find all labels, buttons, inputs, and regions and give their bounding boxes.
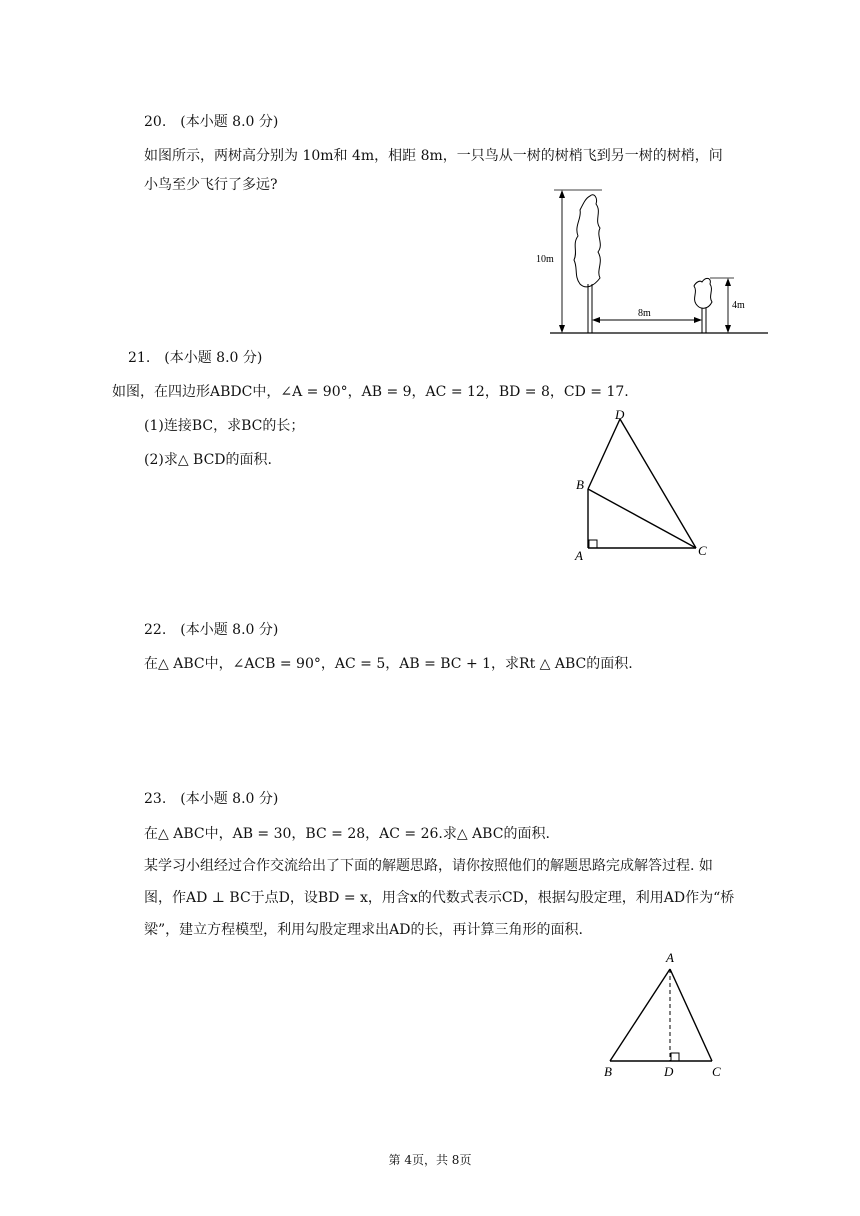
q21-label-A: A (575, 548, 583, 563)
q23-label-D: D (664, 1064, 674, 1079)
q20-label-tall: 10m (536, 254, 554, 265)
q21-heading: 21. (本小题 8.0 分) (128, 350, 263, 366)
q21-label-B: B (576, 477, 584, 492)
q23-text-line2: 某学习小组经过合作交流给出了下面的解题思路，请你按照他们的解题思路完成解答过程. 如 (144, 858, 713, 874)
q23-heading: 23. (本小题 8.0 分) (144, 791, 279, 807)
q23-text-line4: 梁”，建立方程模型，利用勾股定理求出AD的长，再计算三角形的面积. (144, 922, 583, 938)
q22-heading: 22. (本小题 8.0 分) (144, 622, 279, 638)
q20-trees-figure (530, 186, 770, 336)
q20-text-line2: 小鸟至少飞行了多远? (144, 177, 278, 193)
q20-label-gap: 8m (638, 308, 651, 319)
q23-label-B: B (604, 1064, 612, 1079)
q20-text-line1: 如图所示，两树高分别为 10m和 4m，相距 8m，一只鸟从一树的树梢飞到另一树的树梢，问 (144, 148, 723, 164)
q23-text-line1: 在△ ABC中，AB = 30，BC = 28，AC = 26.求△ ABC的面积. (144, 826, 550, 842)
page-footer: 第 4页，共 8页 (388, 1153, 472, 1167)
q22-text-line1: 在△ ABC中，∠ACB = 90°，AC = 5，AB = BC + 1，求Rt △ ABC的面积. (144, 656, 633, 672)
q23-text-line3: 图，作AD ⊥ BC于点D，设BD = x，用含x的代数式表示CD，根据勾股定理，利用AD作为“桥 (144, 890, 735, 906)
q20-label-short: 4m (732, 300, 745, 311)
q20-heading: 20. (本小题 8.0 分) (144, 114, 279, 130)
q21-part1: (1)连接BC，求BC的长； (144, 418, 305, 434)
q21-part2: (2)求△ BCD的面积. (144, 452, 272, 468)
q21-label-D: D (615, 407, 625, 422)
q23-label-A: A (666, 950, 674, 965)
q23-triangle-figure (596, 945, 736, 1085)
q21-quadrilateral-figure (570, 405, 720, 565)
q21-text-line1: 如图，在四边形ABDC中，∠A = 90°，AB = 9，AC = 12，BD = 8，CD = 17. (112, 384, 629, 400)
q21-label-C: C (698, 543, 707, 558)
q23-label-C: C (712, 1064, 721, 1079)
